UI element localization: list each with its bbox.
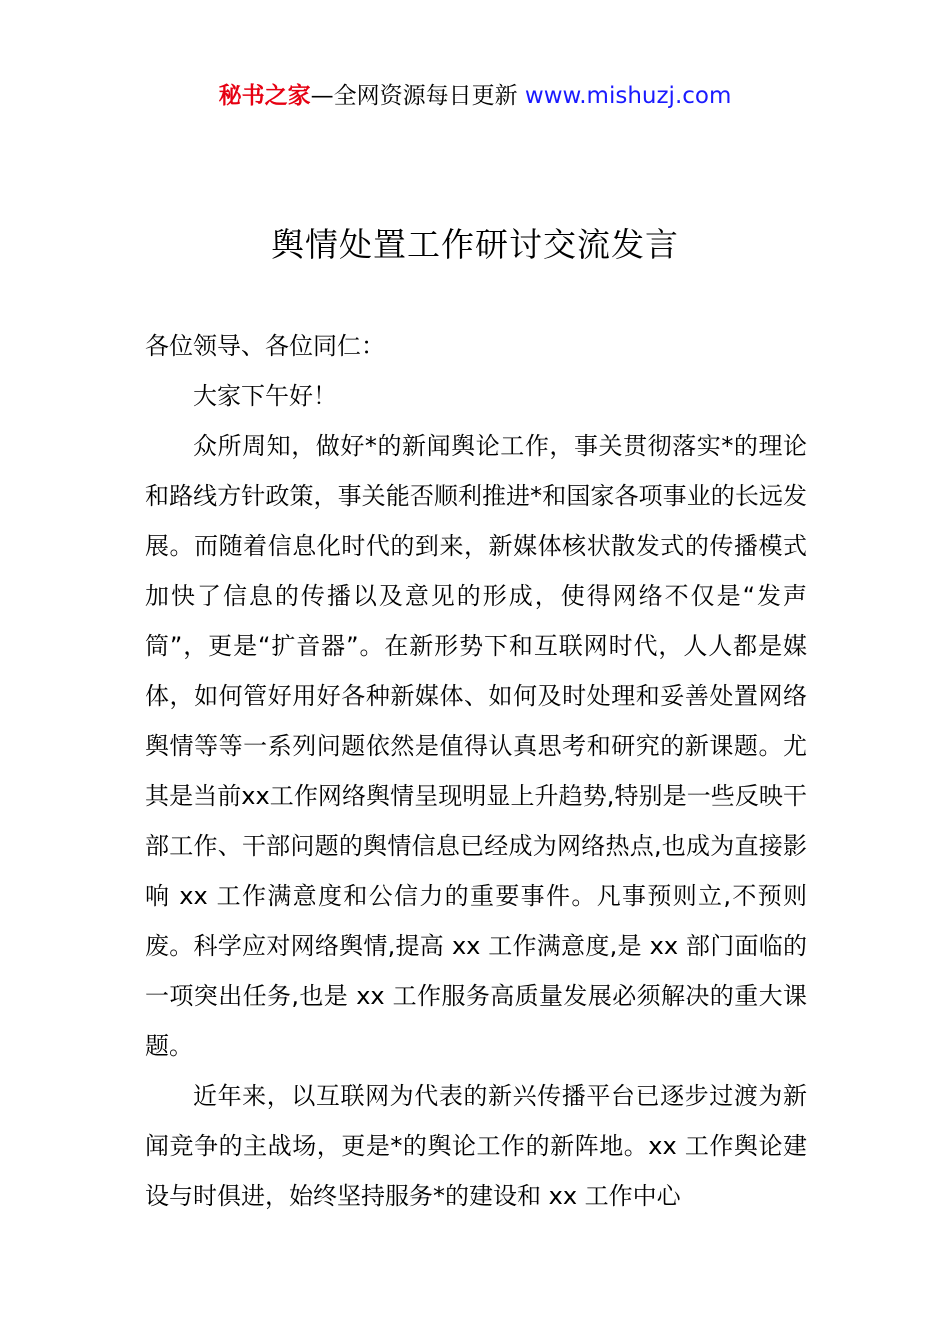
site-brand: 秘书之家 bbox=[218, 83, 311, 109]
paragraph-intro: 众所周知，做好*的新闻舆论工作，事关贯彻落实*的理论和路线方针政策，事关能否顺利推进*和国家各项事业的长远发展。而随着信息化时代的到来，新媒体核状散发式的传播模式加快了信息的传播以及意见的形成，使得网络不仅是“发声筒”，更是“扩音器”。在新形势下和互联网时代，人人都是媒体，如何管好用好各种新媒体、如何及时处理和妥善处置网络舆情等等一系列问题依然是值得认真思考和研究的新课题。尤其是当前xx工作网络舆情呈现明显上升趋势,特别是一些反映干部工作、干部问题的舆情信息已经成为网络热点,也成为直接影响 xx 工作满意度和公信力的重要事件。凡事预则立,不预则废。科学应对网络舆情,提高 xx 工作满意度,是 xx 部门面临的一项突出任务,也是 xx 工作服务高质量发展必须解决的重大课题。 bbox=[145, 432, 807, 1060]
paragraph-recent-years: 近年来，以互联网为代表的新兴传播平台已逐步过渡为新闻竞争的主战场，更是*的舆论工作的新阵地。xx 工作舆论建设与时俱进，始终坚持服务*的建设和 xx 工作中心 bbox=[145, 1082, 807, 1210]
document-title: 舆情处置工作研讨交流发言 bbox=[271, 225, 679, 264]
paragraph-greeting: 大家下午好！ bbox=[193, 382, 337, 410]
site-header bbox=[0, 80, 950, 112]
site-url-link[interactable]: www.mishuzj.com bbox=[524, 83, 732, 109]
salutation: 各位领导、各位同仁： bbox=[145, 332, 385, 360]
site-tagline: —全网资源每日更新 bbox=[310, 83, 525, 109]
document-body bbox=[145, 321, 807, 1221]
